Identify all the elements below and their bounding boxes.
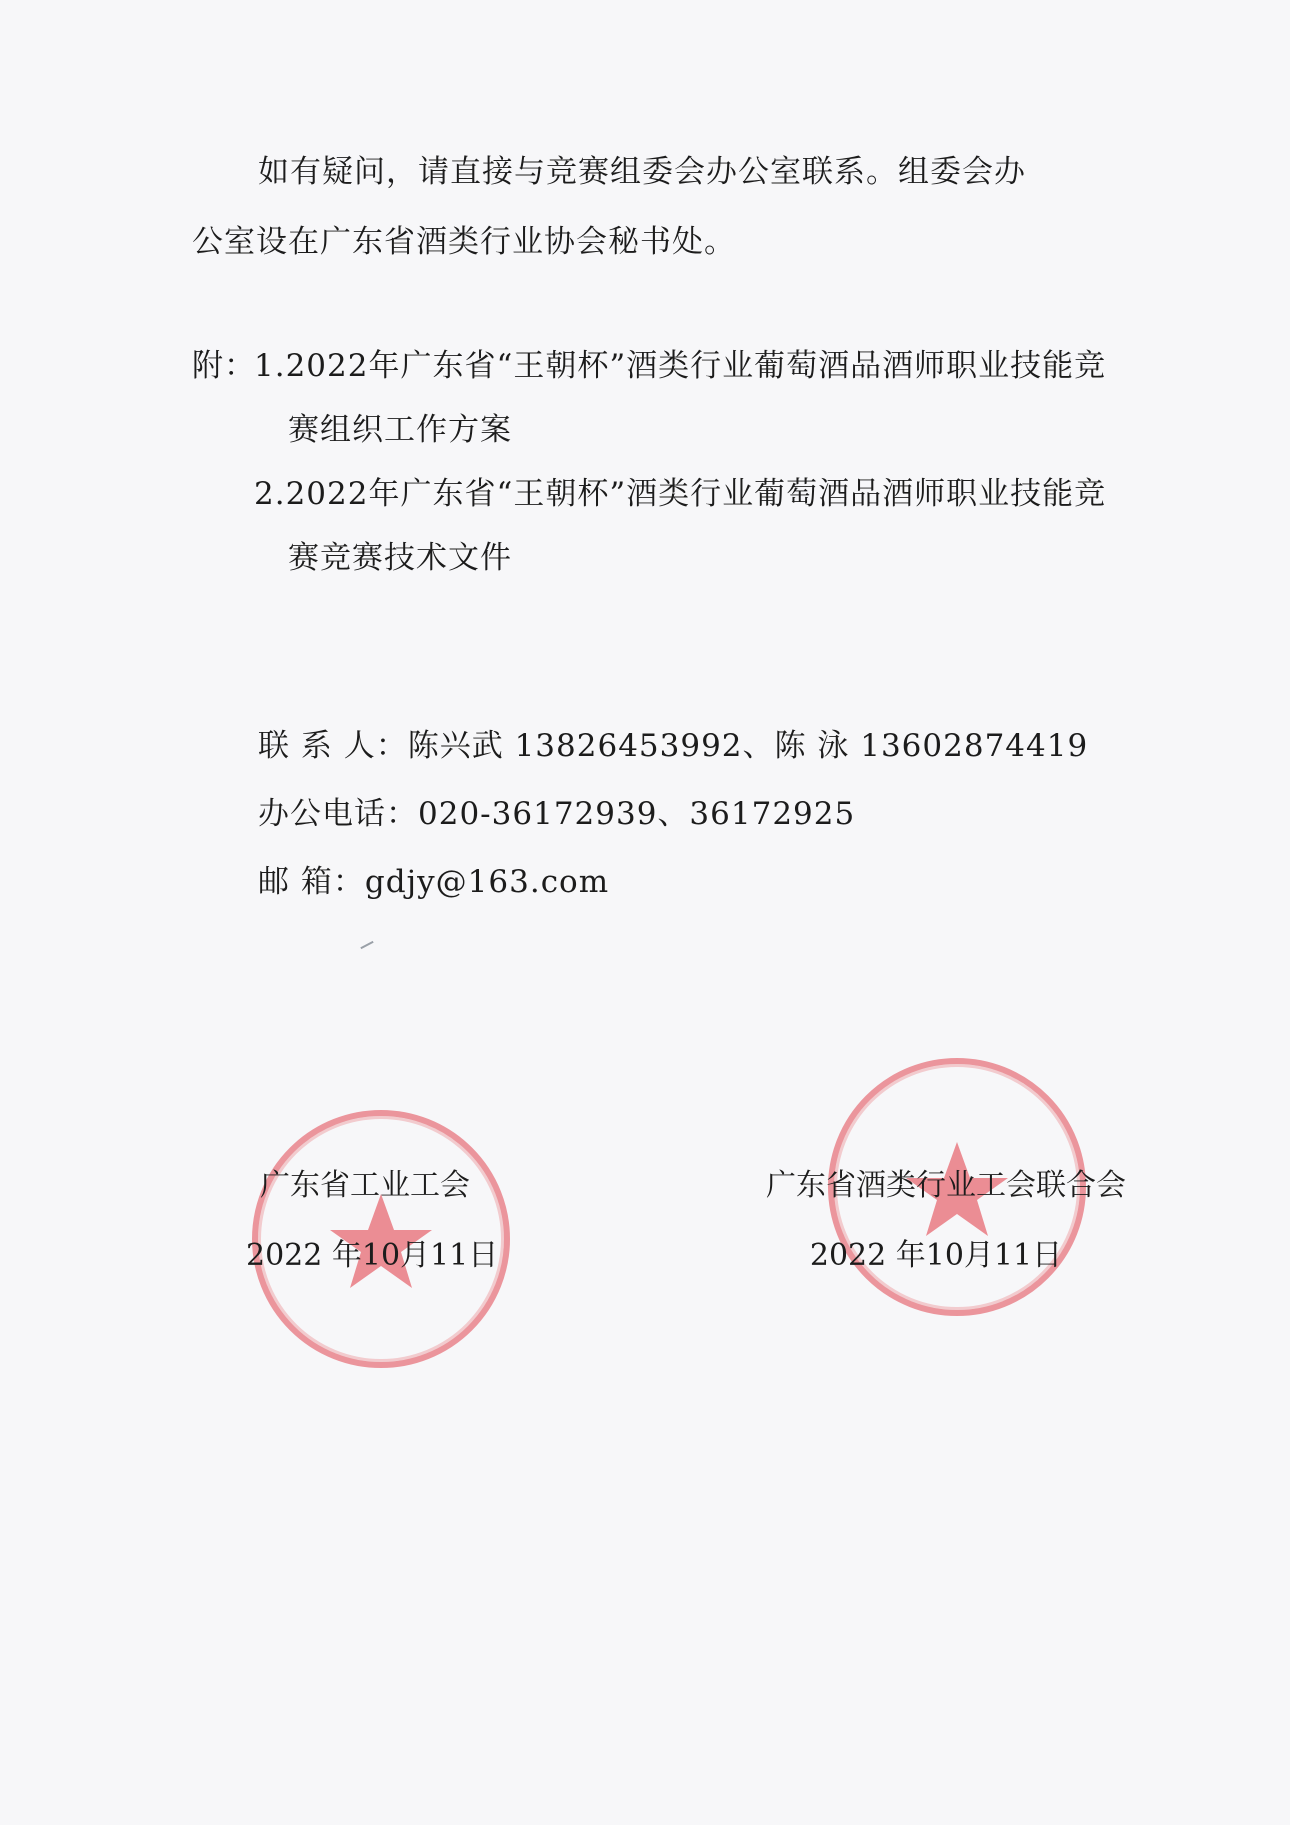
contact-person-row: [258, 726, 1088, 766]
body-paragraph-line-1: 如有疑问，请直接与竞赛组委会办公室联系。组委会办: [258, 154, 1026, 190]
stray-pen-mark: [360, 941, 373, 949]
attachment-1-line-2: 赛组织工作方案: [288, 412, 512, 448]
contact-phone-value: 020-36172939、36172925: [418, 796, 856, 832]
contact-person-value: 陈兴武 13826453992、陈 泳 13602874419: [407, 728, 1089, 764]
contact-email-label: 邮 箱：: [258, 864, 365, 900]
contact-person-label: 联 系 人：: [258, 728, 408, 764]
signature-2-date: 2022 年10月11日: [809, 1238, 1063, 1273]
contact-email-value: gdjy@163.com: [364, 864, 610, 900]
attachment-1-line-1: 1.2022年广东省“王朝杯”酒类行业葡萄酒品酒师职业技能竞: [254, 348, 1107, 384]
contact-phone-label: 办公电话：: [258, 796, 418, 832]
signature-1-date: 2022 年10月11日: [246, 1238, 499, 1273]
contact-phone-row: [258, 794, 855, 834]
attachment-2-line-2: 赛竞赛技术文件: [288, 540, 512, 576]
contact-email-row: [258, 862, 609, 902]
signature-2-org: 广东省酒类行业工会联合会: [766, 1168, 1126, 1203]
attachment-2-line-1: 2.2022年广东省“王朝杯”酒类行业葡萄酒品酒师职业技能竞: [254, 476, 1107, 512]
attachment-prefix: 附：: [192, 348, 256, 384]
signature-1-org: 广东省工业工会: [260, 1168, 470, 1203]
body-paragraph-line-2: 公室设在广东省酒类行业协会秘书处。: [192, 224, 736, 260]
